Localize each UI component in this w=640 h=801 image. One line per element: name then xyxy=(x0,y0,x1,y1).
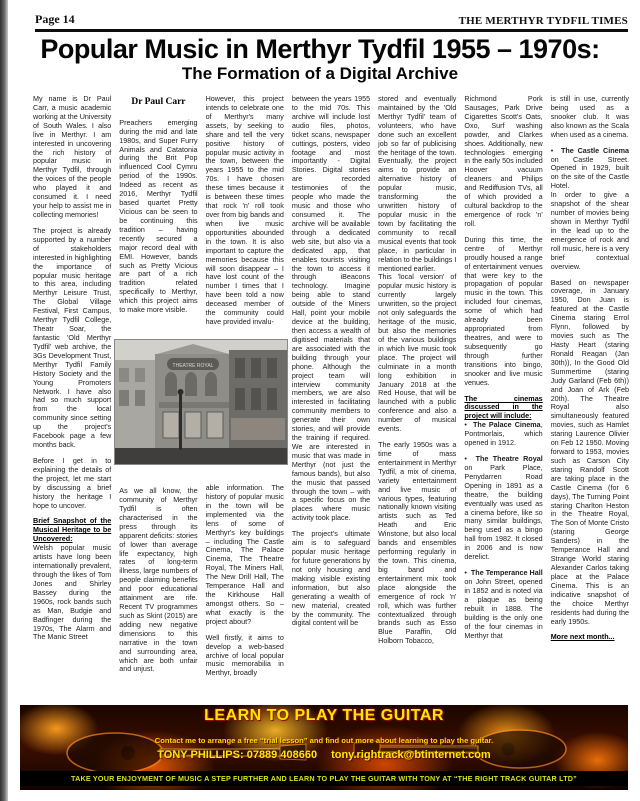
article-title: Popular Music in Merthyr Tydfil 1955 – 1970s: xyxy=(40,34,600,64)
column-6 xyxy=(464,95,542,703)
body-paragraph: between the years 1955 to the mid 70s. This archive will include lost audio files, photos, ticket scans, newspaper cuttings, posters, video footage and most importantly - Digital Stories. Digital stories are recorded testimonies of the people who made the music and those who consumed it. The archive will be available through a dedicated web site, but also via a dedicated app, that enables tourists visiting the town to access it through iBeacons technology. Imagine being able to stand outside of the Miners Hall, point your mobile device at the building, then access a wealth of digitised materials that are associated with the building through your phone. Although the project team will interview community members, we are also interested in facilitating community members to generate their own stories, and will provide the training if required. We are interested in music that was made in Merthyr (not just the famous bands), but also the music that passed through the town – with a specific focus on the places where music activity took place. xyxy=(291,95,371,523)
masthead: THE MERTHYR TYDFIL TIMES xyxy=(458,15,628,27)
ad-footer-strip xyxy=(20,771,628,786)
byline: Dr Paul Carr xyxy=(131,97,186,107)
section-heading: The cinemas discussed in the project will include: xyxy=(464,393,543,421)
svg-text:THEATRE ROYAL: THEATRE ROYAL xyxy=(172,363,214,369)
article-subtitle: The Formation of a Digital Archive xyxy=(181,64,459,83)
section-heading: Brief Snapshot of the Musical Heritage to be Uncovered: xyxy=(33,516,112,544)
body-paragraph: This 'local version' of popular music history is currently largely unwritten, so the project not only safeguards the heritage of the music, but also the memories of the various buildings in which live music took place. The project will culminate in a month long exhibition in January 2018 at the Red House, that will be launched with a public conference and also a number of musical events. xyxy=(378,272,457,434)
body-paragraph: Richmond Pork Sausages, Park Drive Cigarettes Scott's Oats, Oxo, Surf washing powder, and Clarkes shoes. Additionally, new technologies emerging in the early 50s included Hoover vacuum cleaners and Philips and Rediffusion TVs, all of which provided a cultural backdrop to the emergence of rock 'n' roll. xyxy=(464,95,543,228)
column-7 xyxy=(551,95,629,703)
ad-footer-text: TAKE YOUR ENJOYMENT OF MUSIC A STEP FURTHER AND LEARN TO PLAY THE GUITAR WITH TONY AT “THE RIGHT TRACK GUITAR LTD” xyxy=(71,774,577,783)
cinema-bullet: • The Theatre Royal on Park Place, Penydarren Road Opening in 1891 as a theatre, the building eventually was used as a cinema before, like so many similar buildings, being used as a bingo hall from 1982. It closed in 2006 and is now derelict. xyxy=(464,454,543,562)
scan-edge-shadow xyxy=(0,0,8,801)
body-paragraph: However, this project intends to celebrate one of Merthyr's many assets, by seeking to share and tell the very positive history of popular music activity in the town, between the years 1955 to the mid 70s. I have chosen these times because it is between these times that rock 'n' roll took over from big bands and when live music opportunities abounded in the town. It is also important to capture the memories because this will soon disappear – I have lost count of the number I times that I have been told a now deceased member of the community could have provided invalu- xyxy=(205,95,284,327)
body-paragraph: stored and eventually maintained by the 'Old Merthyr Tydfil' team of volunteers, who have done such an excellent job so far of publicising the heritage of the town. Eventually, the project aims to provide an alternative history of popular music, transforming the unwritten history of popular music in the town by facilitating the community to recall musical events that took place, in particular in relation to the buildings I mentioned earlier. xyxy=(378,95,457,273)
ad-tagline: Contact me to arrange a free “trial lesson” and find out more about learning to play the guitar. xyxy=(154,736,494,745)
column-5 xyxy=(378,95,456,703)
ad-contact-line xyxy=(20,749,628,761)
body-paragraph: Well firstly, it aims to develop a web-based archive of local popular music memorabilia in Merthyr, broadly xyxy=(205,632,284,678)
theatre-royal-photo-art xyxy=(115,340,287,464)
body-paragraph: The early 1950s was a time of mass entertainment in Merthyr Tydfil, a mix of cinema, variety entertainment and live music of various types, featuring nationally known visiting artists such as Ted Heath and Eric Winstone, but also local bands and ensembles performing regularly in the town. This cinema, big band and entertainment mix took place alongside the emergence of rock 'n' roll, which was further contextualized through brands such as Esso Blue Paraffin, Old Holborn Tobacco, xyxy=(378,440,457,646)
body-paragraph: During this time, the centre of Merthyr proudly housed a range of entertainment venues that were key to the propagation of popular music in the town. This included four cinemas, some of which had already been appropriated from theatres, and were to subsequently go through further transitions into bingo, snooker and live music venues. xyxy=(464,234,543,387)
body-paragraph: is still in use, currently being used as a snooker club. It was also known as the Scala when used as a cinema. xyxy=(550,95,629,139)
cinema-bullet: • The Temperance Hall on John Street, opened in 1852 and is noted via a plaque as being rebuilt in 1888. The building is the only one of the four cinemas in Merthyr that xyxy=(464,568,543,640)
body-paragraph: Welsh popular music artists have long been internationally prevalent, through the likes of Tom Jones and Shirley Bassey during the 1960s, rock bands such as Man, Budgie and Badfinger during the 1970s, The Alarm and The Manic Street xyxy=(33,543,112,642)
column-4 xyxy=(292,95,370,703)
body-paragraph: Based on newspaper coverage, in January 1950, Don Juan is featured at the Castle Cinema staring Errol Flynn, followed by movies such as The Hasty Heart (staring Ronald Reagan (Jan 30th)), In the Good Old Summertime (staring Judy Garland (Feb 6th)) and Joan of Ark (Feb 20th). The Theatre Royal also simultaneously featured movies, such as Hamlet staring Laurence Olivier on Feb 12 1950. Moving forward to 1953, movies such as Carson City staring Randolf Scott are taking place in the Castle Cinema (for 6 days), The Turning Point staring Charlton Heston in the Theatre Royal, The Son of Monte Cristo (staring George Sanders) in the Temperance Hall and Strange World staring Alexander Carlos taking place at the Palace Cinema. This is an indicative snapshot of the choice Merthyr residents had during the early 1950s. xyxy=(550,277,629,626)
body-paragraph: able information. The history of popular music in the town will be implemented via the lens of some of Merthyr's key buildings – including The Castle Cinema, The Palace Cinema, The Theatre Royal, The Miners Hall, The New Drill Hall, The Temperance Hall and the Kirkhouse Hall amongst others. So – what exactly is the project about? xyxy=(205,482,284,626)
body-paragraph: In order to give a snapshot of the shear number of movies being shown in Merthyr Tydfil in the lead up to the emergence of rock and roll music, here is a very brief contextual overview. xyxy=(550,190,629,271)
ad-headline: LEARN TO PLAY THE GUITAR xyxy=(204,707,444,724)
body-paragraph: My name is Dr Paul Carr, a music academic working at the University of South Wales. I also live in Merthyr. I am interested in uncovering the rich history of popular music in Merthyr Tydfil, through the voices of the people who played it and consumed it. I need your help to assist me in collecting memories! xyxy=(33,95,112,219)
cinema-bullet: • The Castle Cinema on Castle Street. Opened in 1929, built on the site of the Castle Hotel. xyxy=(550,145,629,191)
header-rule xyxy=(35,29,628,32)
ad-email: tony.rightrack@btinternet.com xyxy=(331,749,491,761)
page-number: Page 14 xyxy=(35,12,75,26)
column-1 xyxy=(33,95,111,703)
body-paragraph: The project's ultimate aim is to safeguard popular music heritage for future generations by not only housing and making visible existing information, but also generating a wealth of new material, created by the community. The digital content will be xyxy=(291,529,371,628)
body-paragraph: As we all know, the community of Merthyr Tydfil is often characterised in the press through its apparent deficits: stories of lower than average life expectancy, high rates of long-term illness, large numbers of people claiming benefits and poor educational attainment are rife. Recent TV programmes such as Skint (2015) are adding new negative dimensions to this narrative in the town and surrounding area, which are both unfair and unjust. xyxy=(119,486,198,674)
more-next-month: More next month... xyxy=(550,632,615,642)
ad-phone: TONY PHILLIPS: 07889 408660 xyxy=(157,749,318,761)
cinema-bullet: • The Palace Cinema, Pontmorlais, which opened in 1912. xyxy=(464,420,543,448)
body-paragraph: The project is already supported by a number of stakeholders interested in highlighting the importance of popular music heritage to this area, including Merthyr Leisure Trust, The Global Village Festival, First Campus, Merthyr Tydfil College, Theatr Soar, the fantastic 'Old Merthyr Tydfil' web archive, the 3Gs Development Trust, Merthyr Tydfil Family History Society and the Young Promoters Network. I have also had so much support from the local community since setting up the project's Facebook page a few months back. xyxy=(33,225,112,450)
guitar-lessons-ad xyxy=(20,705,628,790)
body-paragraph: Preachers emerging during the mid and late 1980s, and Super Furry Animals and Catatonia during the Brit Pop influenced Cool Cymru period of the 1990s. Indeed as recent as 2016, Merthyr Tydfil based quartet Pretty Vicious can be seen to be continuing this tradition – having recently secured a major record deal with EMI. However, bands such as Pretty Vicious are part of a rich tradition related specifically to Merthyr, which this project aims to make more visible. xyxy=(119,117,198,315)
page-header xyxy=(35,12,628,27)
theatre-royal-photo xyxy=(115,340,287,464)
body-paragraph: Before I get in to explaining the details of the project, let me start by discussing a brief history the heritage I hope to uncover. xyxy=(33,455,112,510)
